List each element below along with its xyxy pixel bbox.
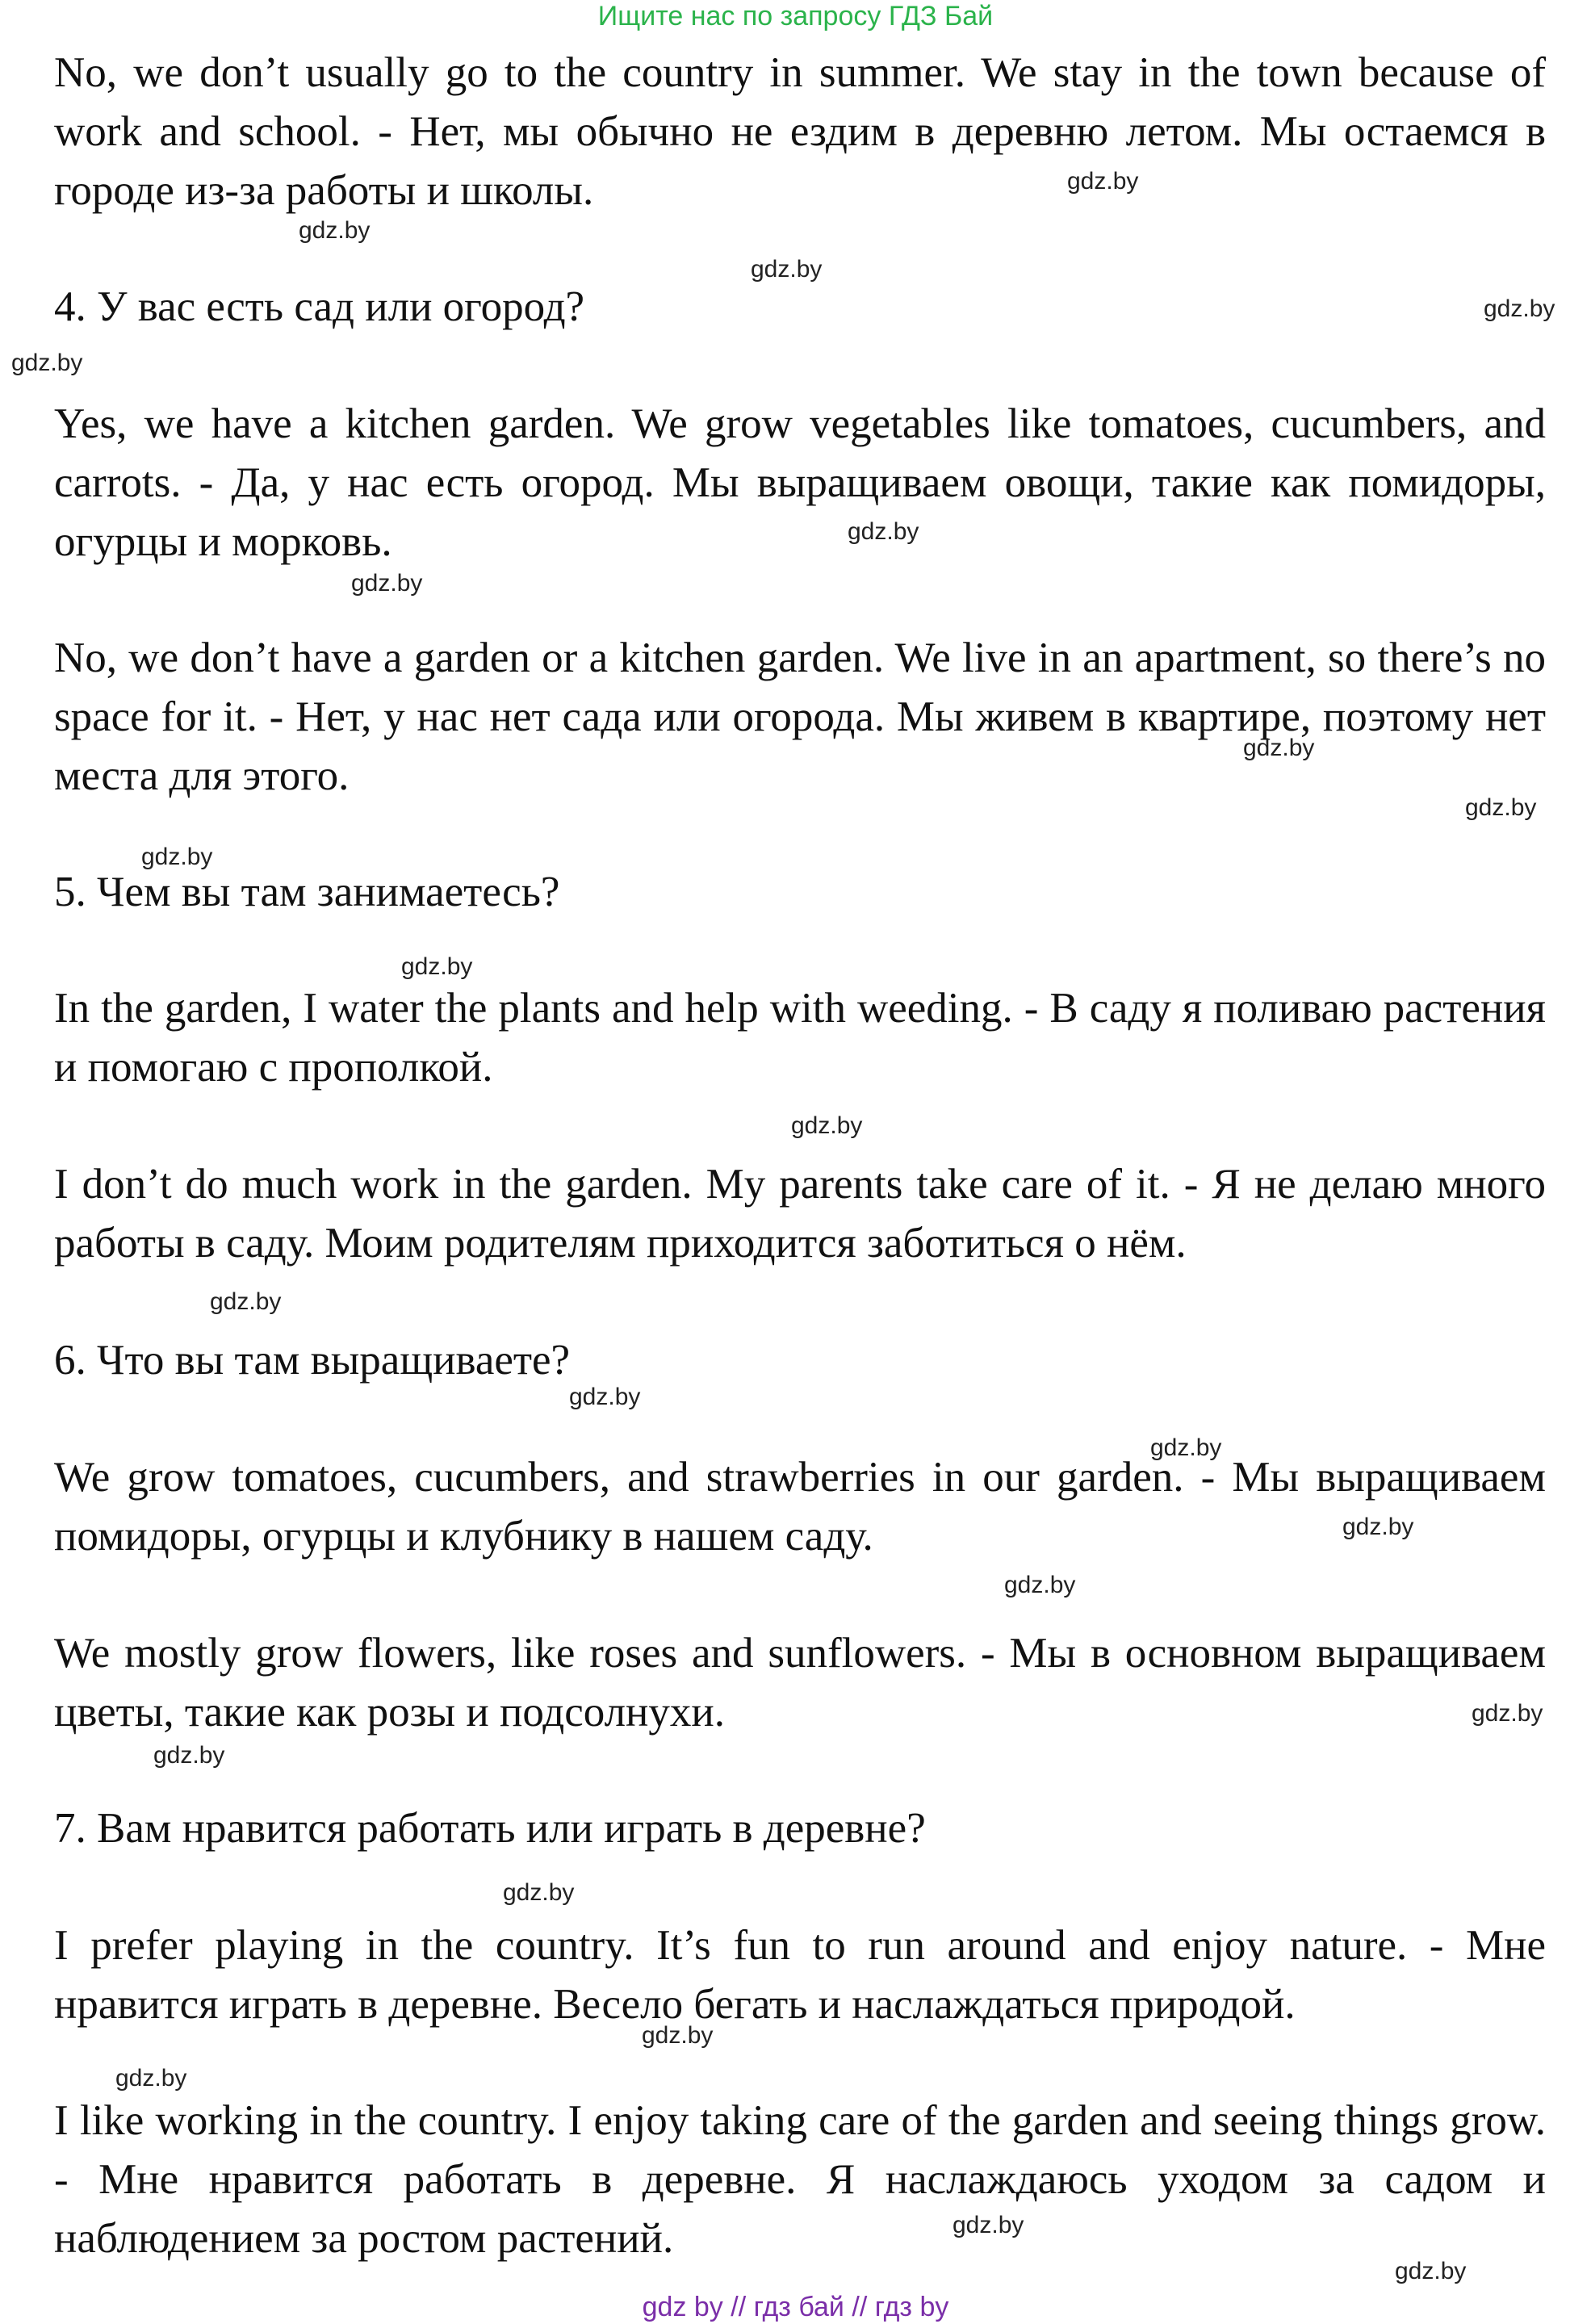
watermark: gdz.by	[848, 518, 919, 545]
watermark: gdz.by	[115, 2065, 187, 2092]
answer-6-yes: We grow tomatoes, cucumbers, and strawberries in our garden. - Мы выращиваем помидоры, огурцы и клубнику в нашем саду.	[54, 1454, 1546, 1560]
question-6: 6. Что вы там выращиваете?	[54, 1337, 571, 1384]
watermark: gdz.by	[1395, 2258, 1467, 2284]
watermark: gdz.by	[569, 1384, 641, 1410]
watermark: gdz.by	[210, 1288, 282, 1315]
watermark: gdz.by	[1472, 1700, 1543, 1727]
question-7: 7. Вам нравится работать или играть в деревне?	[54, 1805, 926, 1852]
watermark: gdz.by	[1342, 1514, 1414, 1540]
watermark: gdz.by	[1067, 168, 1139, 195]
answer-5-no: I don’t do much work in the garden. My parents take care of it. - Я не делаю много работы в саду. Моим родителям приходится заботиться о нём.	[54, 1161, 1546, 1267]
answer-6-flowers: We mostly grow flowers, like roses and sunflowers. - Мы в основном выращиваем цветы, такие как розы и подсолнухи.	[54, 1630, 1546, 1736]
watermark: gdz.by	[351, 570, 423, 597]
watermark: gdz.by	[1004, 1572, 1076, 1598]
watermark: gdz.by	[1484, 295, 1555, 322]
watermark: gdz.by	[299, 217, 371, 244]
header-banner: Ищите нас по запросу ГДЗ Бай	[597, 1, 994, 31]
watermark: gdz.by	[1465, 794, 1537, 821]
question-5: 5. Чем вы там занимаетесь?	[54, 869, 560, 915]
watermark: gdz.by	[751, 256, 823, 283]
watermark: gdz.by	[401, 953, 473, 980]
question-4: 4. У вас есть сад или огород?	[54, 283, 585, 330]
watermark: gdz.by	[642, 2022, 714, 2049]
watermark: gdz.by	[503, 1879, 575, 1906]
watermark: gdz.by	[1150, 1434, 1222, 1461]
answer-5-yes: In the garden, I water the plants and help with weeding. - В саду я поливаю растения и помогаю с прополкой.	[54, 985, 1546, 1091]
watermark: gdz.by	[953, 2212, 1024, 2238]
watermark: gdz.by	[791, 1112, 863, 1139]
answer-3-no: No, we don’t usually go to the country in summer. We stay in the town because of work and school. - Нет, мы обычно не ездим в деревню летом. Мы остаемся в городе из-за работы и школы.	[54, 49, 1546, 214]
answer-4-no: No, we don’t have a garden or a kitchen garden. We live in an apartment, so there’s no space for it. - Нет, у нас нет сада или огорода. Мы живем в квартире, поэтому нет места для этого.	[54, 634, 1546, 799]
watermark: gdz.by	[153, 1742, 225, 1769]
answer-7-playing: I prefer playing in the country. It’s fun to run around and enjoy nature. - Мне нравится играть в деревне. Весело бегать и наслаждаться природой.	[54, 1922, 1546, 2028]
footer-banner: gdz by // гдз бай // гдз by	[642, 2292, 949, 2322]
watermark: gdz.by	[1243, 735, 1315, 761]
answer-7-working: I like working in the country. I enjoy taking care of the garden and seeing things grow. - Мне нравится работать в деревне. Я наслаждаюсь уходом за садом и наблюдением за ростом растений.	[54, 2097, 1546, 2262]
answer-4-yes: Yes, we have a kitchen garden. We grow vegetables like tomatoes, cucumbers, and carrots. - Да, у нас есть огород. Мы выращиваем овощи, такие как помидоры, огурцы и морковь.	[54, 400, 1546, 565]
watermark: gdz.by	[141, 844, 213, 870]
watermark: gdz.by	[11, 350, 83, 376]
